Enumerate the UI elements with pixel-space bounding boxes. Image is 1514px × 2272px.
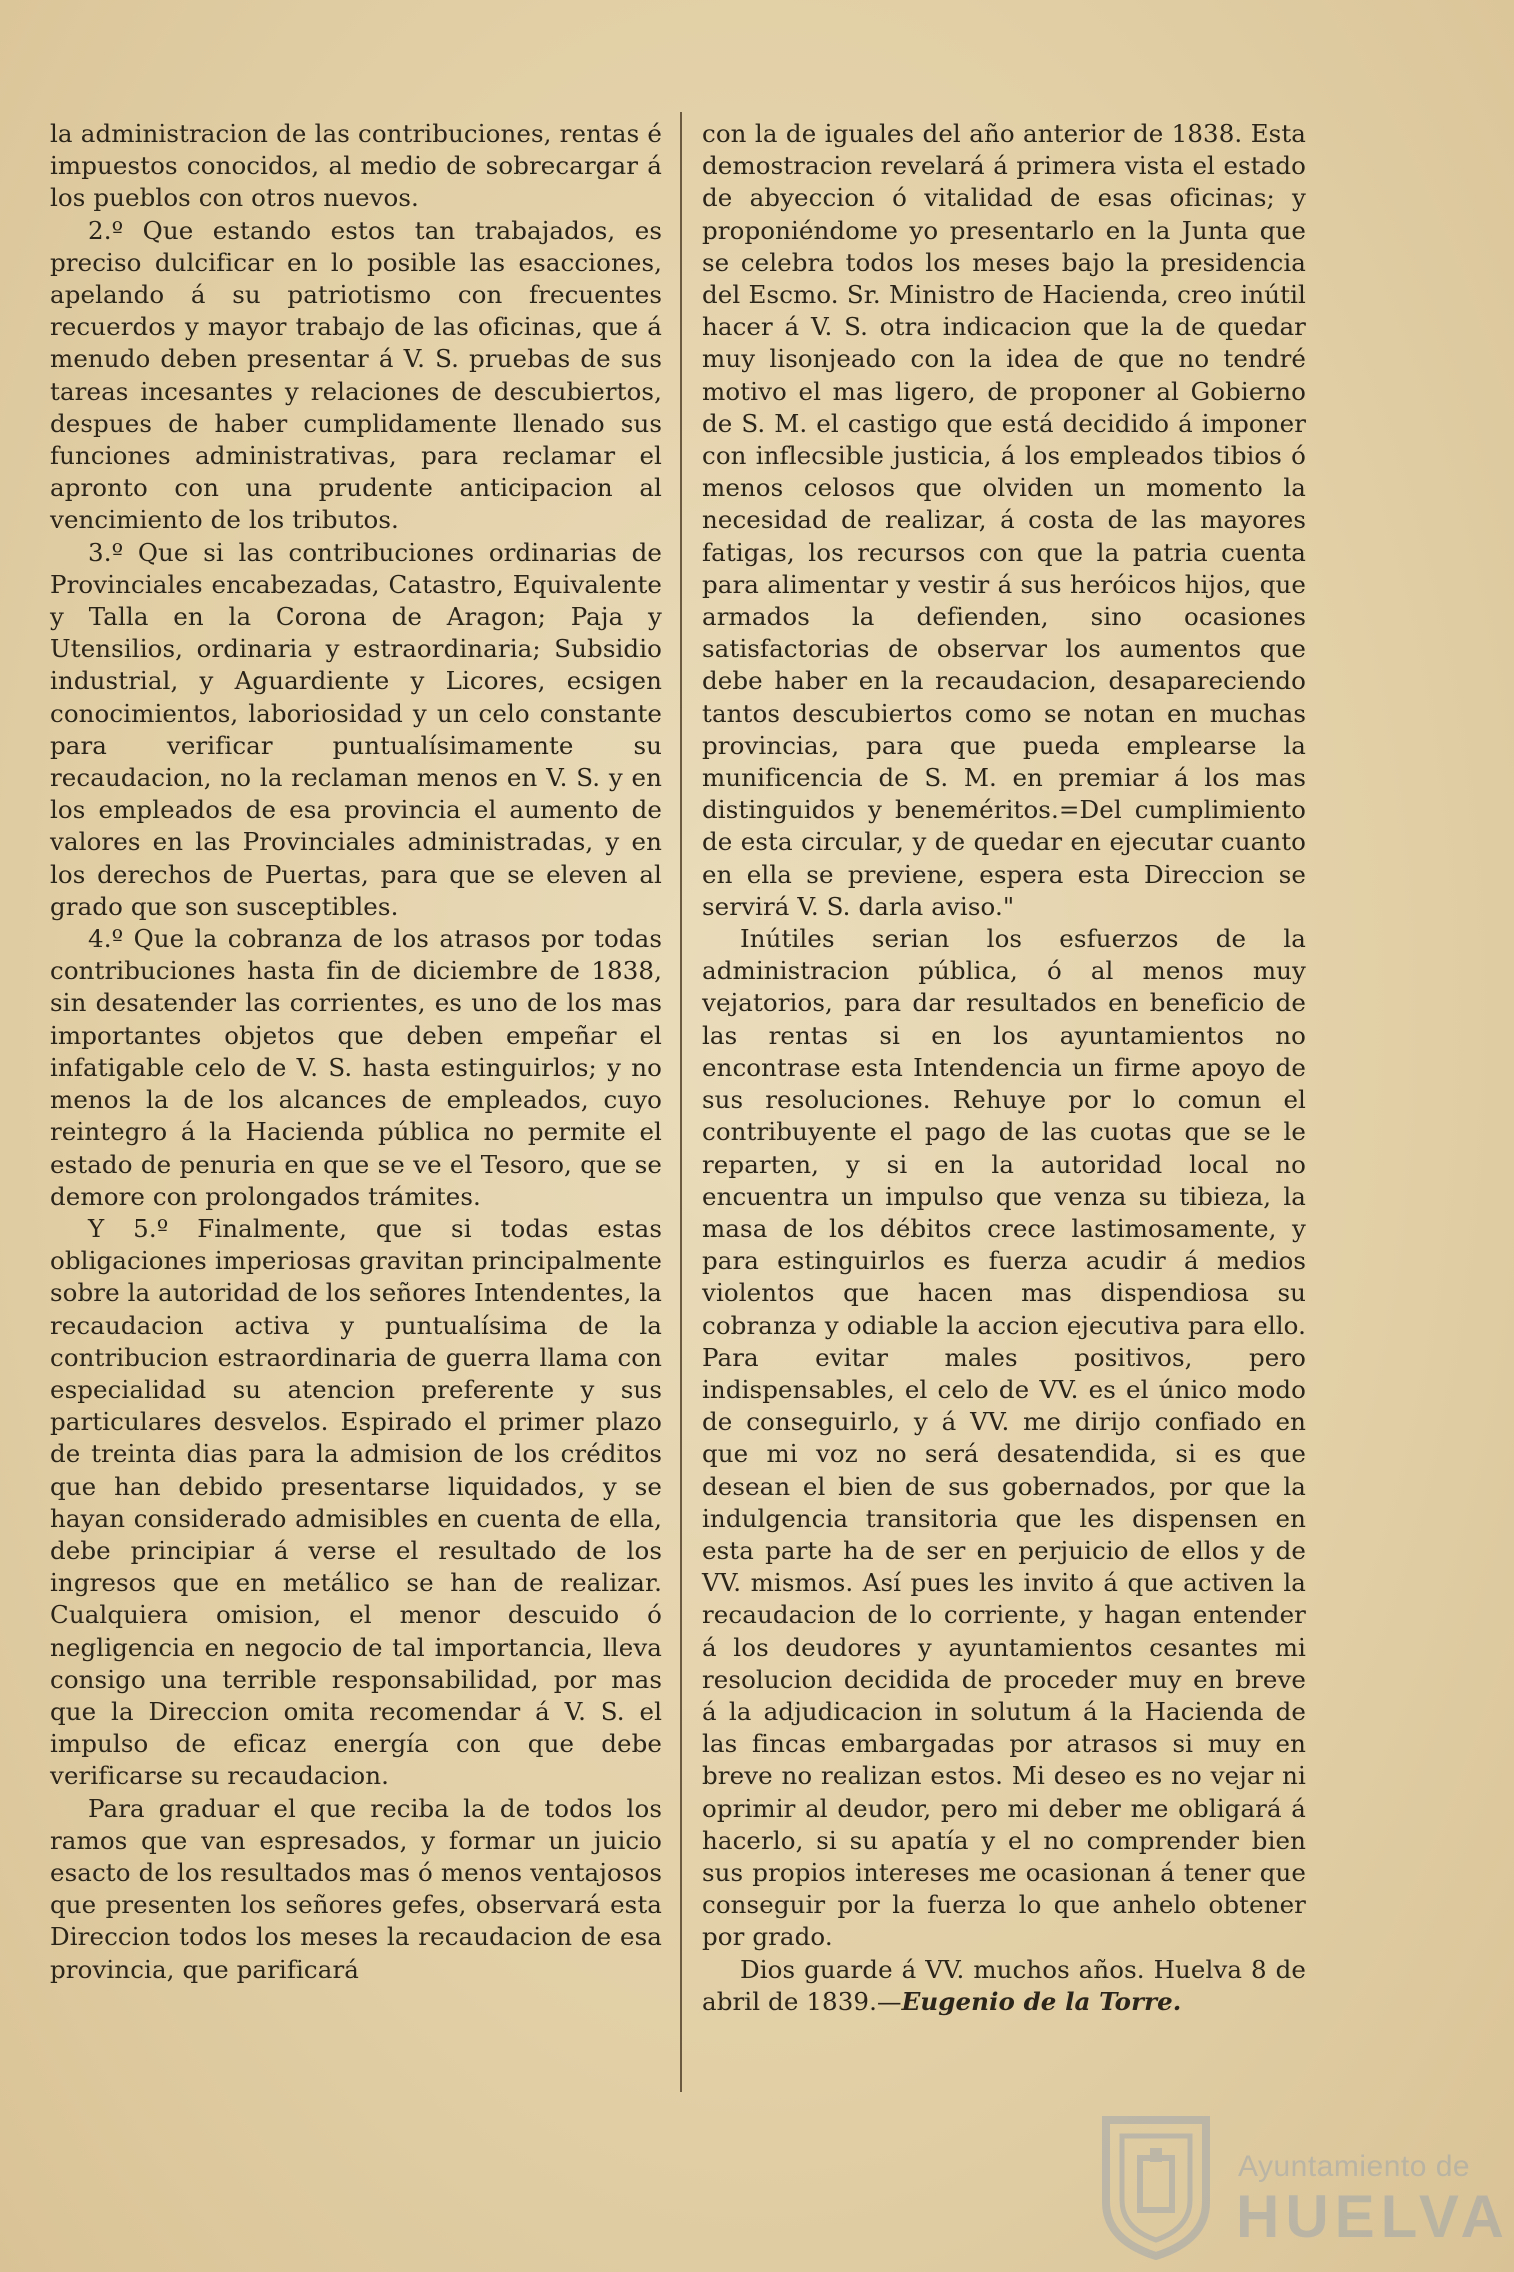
closing-line bbox=[702, 1954, 1306, 2018]
bleed-through-text bbox=[30, 40, 250, 70]
paragraph: con la de iguales del año anterior de 1838. Esta demostracion revelará á primera vista el estado de abyeccion ó vitalidad de esas oficinas; y proponiéndome yo presentarlo en la Junta que se celebra todos los meses bajo la presidencia del Escmo. Sr. Ministro de Hacienda, creo inútil hacer á V. S. otra indicacion que la de quedar muy lisonjeado con la idea de que no tendré motivo el mas ligero, de proponer al Gobierno de S. M. el castigo que está decidido á imponer con inflecsible justicia, á los empleados tibios ó menos celosos que olviden un momento la necesidad de realizar, á costa de las mayores fatigas, los recursos con que la patria cuenta para alimentar y vestir á sus heróicos hijos, que armados la defienden, sino ocasiones satisfactorias de observar los aumentos que debe haber en la recaudacion, desapareciendo tantos descubiertos como se notan en muchas provincias, para que pueda emplearse la munificencia de S. M. en premiar á los mas distinguidos y beneméritos.=Del cumplimiento de esta circular, y de quedar en ejecutar cuanto en ella se previene, espera esta Direccion se servirá V. S. darla aviso." bbox=[702, 119, 1306, 921]
paragraph: 2.º Que estando estos tan trabajados, es preciso dulcificar en lo posible las esacciones, apelando á su patriotismo con frecuentes recuerdos y mayor trabajo de las oficinas, que á menudo deben presentar á V. S. pruebas de sus tareas incesantes y relaciones de descubiertos, despues de haber cumplidamente llenado sus funciones administrativas, para reclamar el apronto con una prudente anticipacion al vencimiento de los tributos. bbox=[50, 215, 662, 535]
paragraph: Inútiles serian los esfuerzos de la administracion pública, ó al menos muy vejatorios, para dar resultados en beneficio de las rentas si en los ayuntamientos no encontrase esta Intendencia un firme apoyo de sus resoluciones. Rehuye por lo comun el contribuyente el pago de las cuotas que se le reparten, y si en la autoridad local no encuentra un impulso que venza su tibieza, la masa de los débitos crece lastimosamente, y para estinguirlos es fuerza acudir á medios violentos que hacen mas dispendiosa su cobranza y odiable la accion ejecutiva para ello. Para evitar males positivos, pero indispensables, el celo de VV. es el único modo de conseguirlo, y á VV. me dirijo confiado en que mi voz no será desatendida, si es que desean el bien de sus gobernados, por que la indulgencia transitoria que les dispensen en esta parte ha de ser en perjuicio de ellos y de VV. mismos. Así pues les invito á que activen la recaudacion de lo corriente, y hagan entender á los deudores y ayuntamientos cesantes mi resolucion decidida de proceder muy en breve á la adjudicacion in solutum á la Hacienda de las fincas embargadas por atrasos si muy en breve no realizan estos. Mi deseo es no vejar ni oprimir al deudor, pero mi deber me obligará á hacerlo, si su apatía y el no comprender bien sus propios intereses me ocasionan á tener que conseguir por la fuerza lo que anhelo obtener por grado. bbox=[702, 924, 1306, 1952]
paragraph: Y 5.º Finalmente, que si todas estas obligaciones imperiosas gravitan principalmente sobre la autoridad de los señores Intendentes, la recaudacion activa y puntualísima de la contribucion estraordinaria de guerra llama con especialidad su atencion preferente y sus particulares desvelos. Espirado el primer plazo de treinta dias para la admision de los créditos que han debido presentarse liquidados, y se hayan considerado admisibles en cuenta de ella, debe principiar á verse el resultado de los ingresos que en metálico se han de realizar. Cualquiera omision, el menor descuido ó negligencia en negocio de tal importancia, lleva consigo una terrible responsabilidad, por mas que la Direccion omita recomendar á V. S. el impulso de eficaz energía con que debe verificarse su recaudacion. bbox=[50, 1213, 662, 1791]
watermark bbox=[1100, 2110, 1510, 2260]
column-divider bbox=[680, 112, 682, 2092]
paragraph: Para graduar el que reciba la de todos los ramos que van espresados, y formar un juicio esacto de los resultados mas ó menos ventajosos que presenten los señores gefes, observará esta Direccion todos los meses la recaudacion de esa provincia, que parificará bbox=[50, 1793, 662, 1984]
bleed-through-text bbox=[560, 44, 1180, 74]
watermark-line2: HUELVA bbox=[1236, 2183, 1510, 2250]
closing-text: Dios guarde á VV. muchos años. Huelva 8 de abril de 1839.— bbox=[702, 1954, 1306, 2016]
city-shield-icon bbox=[1100, 2110, 1212, 2260]
paragraph: 3.º Que si las contribuciones ordinarias de Provinciales encabezadas, Catastro, Equivalente y Talla en la Corona de Aragon; Paja y Utensilios, ordinaria y estraordinaria; Subsidio industrial, y Aguardiente y Licores, ecsigen conocimientos, laboriosidad y un celo constante para verificar puntualísimamente su recaudacion, no la reclaman menos en V. S. y en los empleados de esa provincia el aumento de valores en las Provinciales administradas, y en los derechos de Puertas, para que se eleven al grado que son susceptibles. bbox=[50, 537, 662, 921]
paragraph: la administracion de las contribuciones, rentas é impuestos conocidos, al medio de sobrecargar á los pueblos con otros nuevos. bbox=[50, 119, 662, 213]
paragraph: 4.º Que la cobranza de los atrasos por todas contribuciones hasta fin de diciembre de 1838, sin desatender las corrientes, es uno de los mas importantes objetos que deben empeñar el infatigable celo de V. S. hasta estinguirlos; y no menos la de los alcances de empleados, cuyo reintegro á la Hacienda pública no permite el estado de penuria en que se ve el Tesoro, que se demore con prolongados trámites. bbox=[50, 924, 662, 1211]
watermark-line1: Ayuntamiento de bbox=[1238, 2150, 1471, 2183]
signature: Eugenio de la Torre. bbox=[901, 1986, 1182, 2016]
right-column bbox=[702, 118, 1306, 2018]
left-column bbox=[50, 118, 662, 1986]
